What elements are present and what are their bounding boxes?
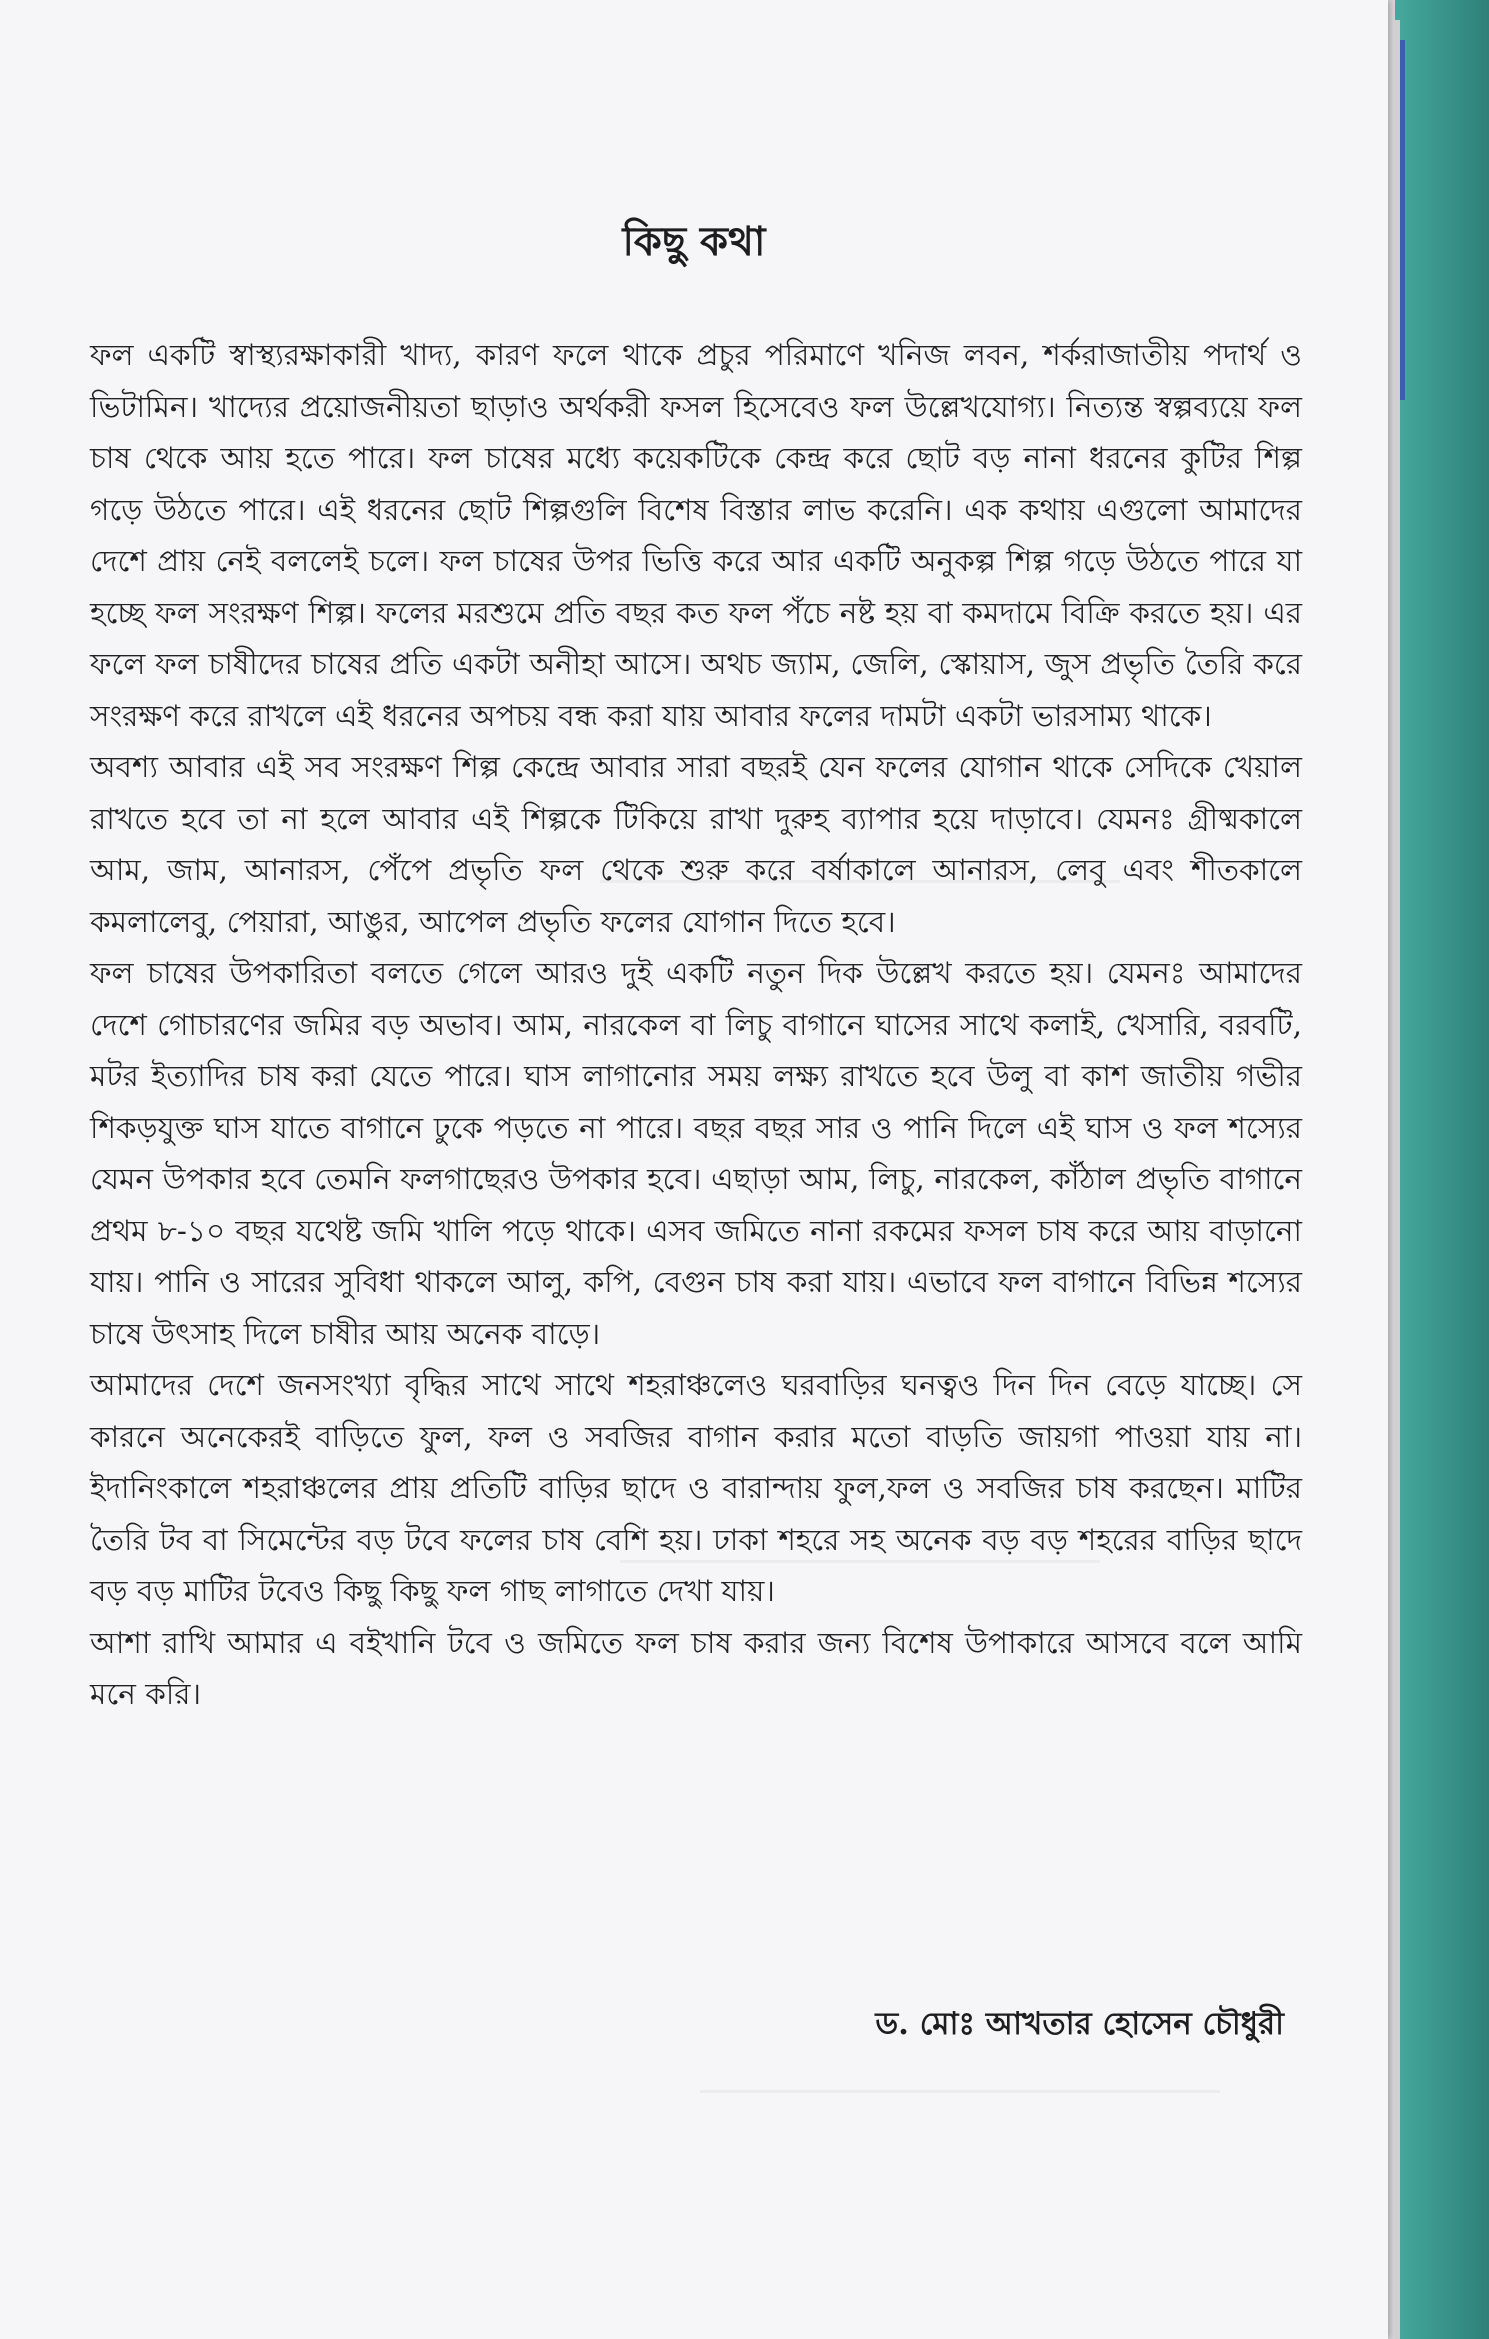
author-signature: ড. মোঃ আখতার হোসেন চৌধুরী bbox=[875, 2006, 1284, 2042]
paragraph: অবশ্য আবার এই সব সংরক্ষণ শিল্প কেন্দ্রে আবার সারা বছরই যেন ফলের যোগান থাকে সেদিকে খেয়াল রাখতে হবে তা না হলে আবার এই শিল্পকে টিকিয়ে রাখা দুরুহ ব্যাপার হয়ে দাড়াবে। যেমনঃ গ্রীষ্মকালে আম, জাম, আনারস, পেঁপে প্রভৃতি ফল থেকে শুরু করে বর্ষাকালে আনারস, লেবু এবং শীতকালে কমলালেবু, পেয়ারা, আঙুর, আপেল প্রভৃতি ফলের যোগান দিতে হবে। bbox=[90, 750, 1302, 939]
body-text bbox=[90, 330, 1302, 1721]
bleed-through-line bbox=[700, 2090, 1220, 2093]
page-title: কিছু কথা bbox=[622, 218, 766, 265]
paragraph: ফল একটি স্বাস্থ্যরক্ষাকারী খাদ্য, কারণ ফলে থাকে প্রচুর পরিমাণে খনিজ লবন, শর্করাজাতীয় পদার্থ ও ভিটামিন। খাদ্যের প্রয়োজনীয়তা ছাড়াও অর্থকরী ফসল হিসেবেও ফল উল্লেখযোগ্য। নিত্যন্ত স্বল্পব্যয়ে ফল চাষ থেকে আয় হতে পারে। ফল চাষের মধ্যে কয়েকটিকে কেন্দ্র করে ছোট বড় নানা ধরনের কুটির শিল্প গড়ে উঠতে পারে। এই ধরনের ছোট শিল্পগুলি বিশেষ বিস্তার লাভ করেনি। এক কথায় এগুলো আমাদের দেশে প্রায় নেই বললেই চলে। ফল চাষের উপর ভিত্তি করে আর একটি অনুকল্প শিল্প গড়ে উঠতে পারে যা হচ্ছে ফল সংরক্ষণ শিল্প। ফলের মরশুমে প্রতি বছর কত ফল পঁচে নষ্ট হয় বা কমদামে বিক্রি করতে হয়। এর ফলে ফল চাষীদের চাষের প্রতি একটা অনীহা আসে। অথচ জ্যাম, জেলি, স্কোয়াস, জুস প্রভৃতি তৈরি করে সংরক্ষণ করে রাখলে এই ধরনের অপচয় বন্ধ করা যায় আবার ফলের দামটা একটা ভারসাম্য থাকে। bbox=[90, 338, 1302, 733]
paragraph: ফল চাষের উপকারিতা বলতে গেলে আরও দুই একটি নতুন দিক উল্লেখ করতে হয়। যেমনঃ আমাদের দেশে গোচারণের জমির বড় অভাব। আম, নারকেল বা লিচু বাগানে ঘাসের সাথে কলাই, খেসারি, বরবটি, মটর ইত্যাদির চাষ করা যেতে পারে। ঘাস লাগানোর সময় লক্ষ্য রাখতে হবে উলু বা কাশ জাতীয় গভীর শিকড়যুক্ত ঘাস যাতে বাগানে ঢুকে পড়তে না পারে। বছর বছর সার ও পানি দিলে এই ঘাস ও ফল শস্যের যেমন উপকার হবে তেমনি ফলগাছেরও উপকার হবে। এছাড়া আম, লিচু, নারকেল, কাঁঠাল প্রভৃতি বাগানে প্রথম ৮-১০ বছর যথেষ্ট জমি খালি পড়ে থাকে। এসব জমিতে নানা রকমের ফসল চাষ করে আয় বাড়ানো যায়। পানি ও সারের সুবিধা থাকলে আলু, কপি, বেগুন চাষ করা যায়। এভাবে ফল বাগানে বিভিন্ন শস্যের চাষে উৎসাহ দিলে চাষীর আয় অনেক বাড়ে। bbox=[90, 956, 1302, 1351]
paragraph: আশা রাখি আমার এ বইখানি টবে ও জমিতে ফল চাষ করার জন্য বিশেষ উপাকারে আসবে বলে আমি মনে করি। bbox=[90, 1625, 1302, 1711]
paragraph: আমাদের দেশে জনসংখ্যা বৃদ্ধির সাথে সাথে শহরাঞ্চলেও ঘরবাড়ির ঘনত্বও দিন দিন বেড়ে যাচ্ছে। সে কারনে অনেকেরই বাড়িতে ফুল, ফল ও সবজির বাগান করার মতো বাড়তি জায়গা পাওয়া যায় না। ইদানিংকালে শহরাঞ্চলের প্রায় প্রতিটি বাড়ির ছাদে ও বারান্দায় ফুল,ফল ও সবজির চাষ করছেন। মাটির তৈরি টব বা সিমেন্টের বড় টবে ফলের চাষ বেশি হয়। ঢাকা শহরে সহ অনেক বড় বড় শহরের বাড়ির ছাদে বড় বড় মাটির টবেও কিছু কিছু ফল গাছ লাগাতে দেখা যায়। bbox=[90, 1368, 1302, 1608]
